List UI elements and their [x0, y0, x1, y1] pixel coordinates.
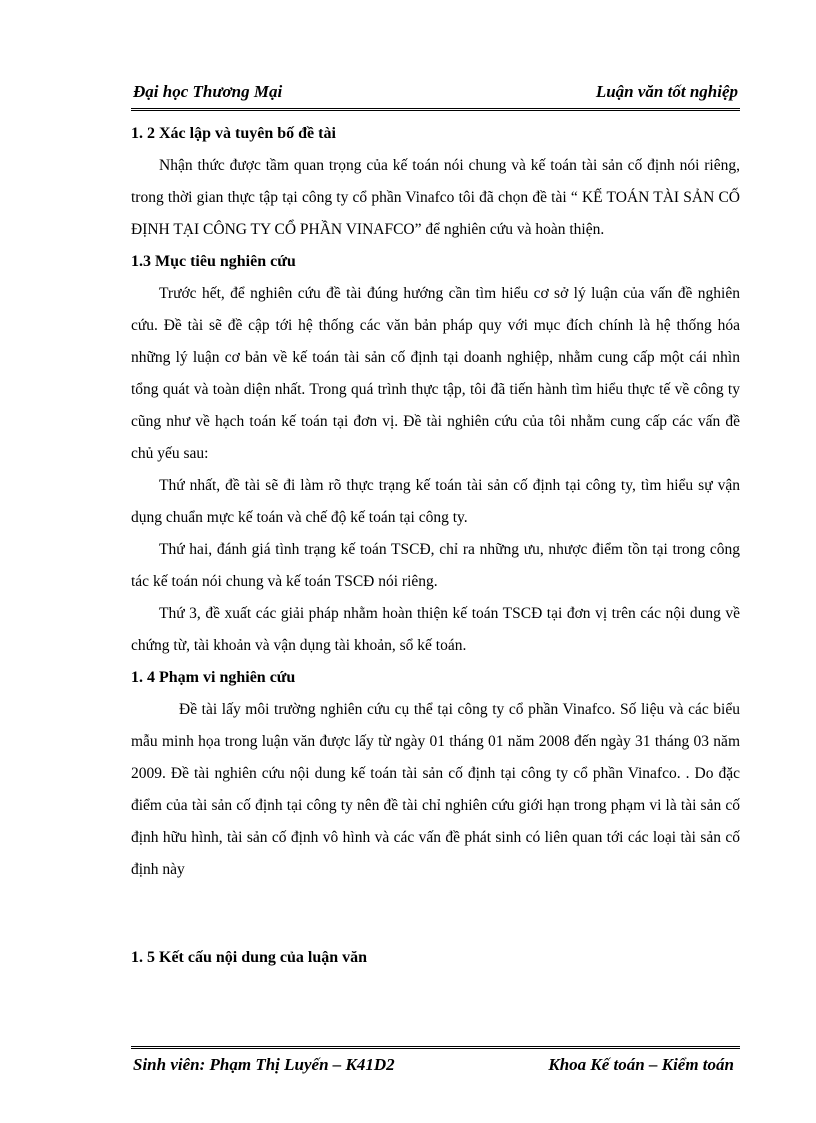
section-1-3-paragraph-2: Thứ nhất, đề tài sẽ đi làm rõ thực trạng kế toán tài sản cố định tại công ty, tìm hiểu sự vận dụng chuẩn mực kế toán và chế độ kế toán tại công ty.: [131, 477, 740, 526]
page-header: [131, 82, 740, 111]
section-1-3-paragraph-4: Thứ 3, đề xuất các giải pháp nhằm hoàn thiện kế toán TSCĐ tại đơn vị trên các nội dung về chứng từ, tài khoản và vận dụng tài khoản, sổ kế toán.: [131, 605, 740, 654]
section-1-2-paragraph: Nhận thức được tầm quan trọng của kế toán nói chung và kế toán tài sản cố định nói riêng, trong thời gian thực tập tại công ty cổ phần Vinafco tôi đã chọn đề tài “ KẾ TOÁN TÀI SẢN CỐ ĐỊNH TẠI CÔNG TY CỔ PHẦN VINAFCO” để nghiên cứu và hoàn thiện.: [131, 157, 740, 238]
footer-student: Sinh viên: Phạm Thị Luyến – K41D2: [133, 1055, 395, 1074]
section-1-2-title: 1. 2 Xác lập và tuyên bố đề tài: [131, 125, 336, 142]
section-1-5-title: 1. 5 Kết cấu nội dung của luận văn: [131, 949, 368, 966]
section-1-4-title: 1. 4 Phạm vi nghiên cứu: [131, 669, 296, 686]
page-footer: [131, 1046, 740, 1083]
header-thesis-type: Luận văn tốt nghiệp: [595, 82, 738, 101]
section-1-3-paragraph-1: Trước hết, để nghiên cứu đề tài đúng hướng cần tìm hiểu cơ sở lý luận của vấn đề nghiên cứu. Đề tài sẽ đề cập tới hệ thống các văn bản pháp quy với mục đích chính là hệ thống hóa những lý luận cơ bản về kế toán tài sản cố định tại doanh nghiệp, nhằm cung cấp một cái nhìn tổng quát và toàn diện nhất. Trong quá trình thực tập, tôi đã tiến hành tìm hiểu thực tế về công ty cũng như về hạch toán kế toán tại đơn vị. Đề tài nghiên cứu của tôi nhằm cung cấp các vấn đề chủ yếu sau:: [131, 285, 740, 462]
footer-department: Khoa Kế toán – Kiểm toán: [548, 1055, 734, 1074]
spacer: [131, 886, 740, 942]
section-1-4-paragraph: Đề tài lấy môi trường nghiên cứu cụ thể tại công ty cổ phần Vinafco. Số liệu và các biểu mẫu minh họa trong luận văn được lấy từ ngày 01 tháng 01 năm 2008 đến ngày 31 tháng 03 năm 2009. Đề tài nghiên cứu nội dung kế toán tài sản cố định tại công ty cổ phần Vinafco. . Do đặc điểm của tài sản cố định tại công ty nên đề tài chỉ nghiên cứu giới hạn trong phạm vi là tài sản cố định hữu hình, tài sản cố định vô hình và các vấn đề phát sinh có liên quan tới các loại tài sản cố định này: [131, 701, 740, 878]
section-1-3-paragraph-3: Thứ hai, đánh giá tình trạng kế toán TSCĐ, chỉ ra những ưu, nhược điểm tồn tại trong công tác kế toán nói chung và kế toán TSCĐ nói riêng.: [131, 541, 740, 590]
header-university: Đại học Thương Mại: [133, 82, 283, 101]
document-body: [131, 118, 740, 974]
section-1-3-title: 1.3 Mục tiêu nghiên cứu: [131, 253, 296, 270]
